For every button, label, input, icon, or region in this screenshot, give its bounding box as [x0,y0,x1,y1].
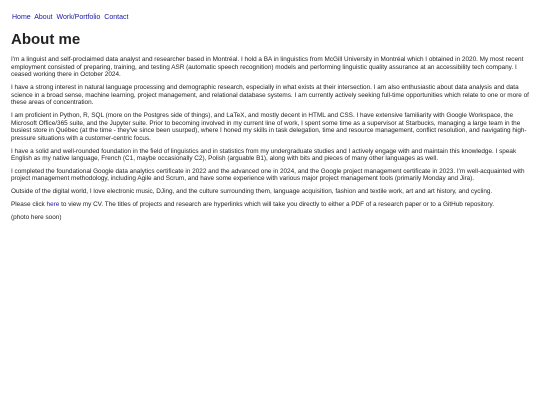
nav-link-contact[interactable]: Contact [104,14,129,21]
interests-paragraph: I have a strong interest in natural language processing and demographic research, especially in what exists at their intersection. I am also enthusiastic about data analysis and data science in a broad sense, machine learning, project management, and relational database systems. I am currently actively seeking full-time opportunities which relate to one or more of these areas of concentration. [11,83,529,107]
cv-text-before: Please click [11,201,47,209]
page-title: About me [11,31,81,48]
linguistics-paragraph: I have a solid and well-rounded foundation in the field of linguistics and in statistics from my undergraduate studies and I actively engage with and maintain this knowledge. I speak English as my native language, French (C1, maybe occasionally C2), Polish (arguable B1), along with bits and pieces of many other languages as well. [11,147,517,163]
skills-paragraph: I am proficient in Python, R, SQL (more on the Postgres side of things), and LaTeX, and mostly decent in HTML and CSS. I have extensive familiarity with Google Workspace, the Microsoft Office/365 suite, and the Jupyter suite. Prior to becoming involved in my current line of work, I spent some time as a supervisor at Starbucks, managing a large team in the busiest store in Québec (at the time - they've since been usurped), where I honed my skills in task delegation, time and resource management, conflict resolution, and navigating high-pressure situations with a customer-centric focus. [11,111,527,142]
certificates-paragraph: I completed the foundational Google data analytics certificate in 2022 and the advanced one in 2024, and the Google project management certificate in 2023. I'm well-acquainted with project management methodology, including Agile and Scrum, and have some experience with various major project management tools (primarily Monday and Jira). [11,167,525,183]
hobbies-paragraph: Outside of the digital world, I love electronic music, DJing, and the culture surrounding them, language acquisition, fashion and textile work, art and art history, and cycling. [11,188,493,196]
top-nav [12,13,130,22]
nav-link-about[interactable]: About [34,14,53,21]
photo-placeholder: (photo here soon) [11,213,62,221]
about-content [11,56,529,227]
cv-text-after: to view my CV. The titles of projects and research are hyperlinks which will take you directly to either a PDF of a research paper or to a GitHub repository. [59,201,494,209]
nav-link-home[interactable]: Home [12,14,31,21]
cv-paragraph [11,201,529,209]
cv-link[interactable]: here [46,201,60,209]
nav-link-work-portfolio[interactable]: Work/Portfolio [56,14,101,21]
intro-paragraph: I'm a linguist and self-proclaimed data analyst and researcher based in Montréal. I hold a BA in linguistics from McGill University in Montréal which I obtained in 2020. My most recent employment consisted of preparing, training, and testing ASR (automatic speech recognition) models and performing linguistic quality assurance at an accessibility tech company. I ceased working there in October 2024. [11,56,524,79]
